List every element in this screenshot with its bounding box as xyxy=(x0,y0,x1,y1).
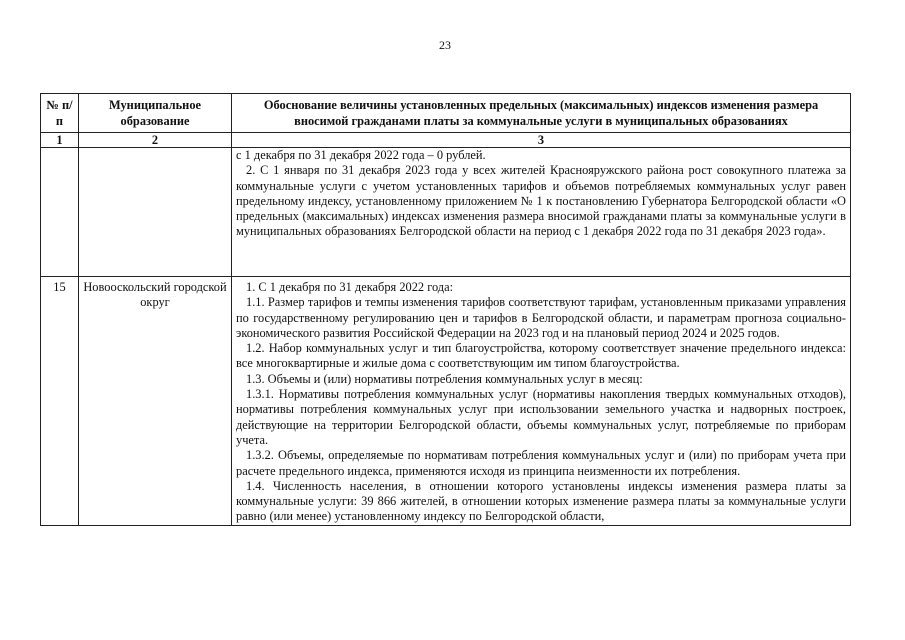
paragraph: с 1 декабря по 31 декабря 2022 года – 0 рублей. xyxy=(236,148,486,162)
paragraph: 1.3.2. Объемы, определяемые по нормативам потребления коммунальных услуг и (или) по приборам учета при расчете предельного индекса, применяются исходя из принципа неизменности их потребления. xyxy=(236,448,846,478)
row-municipality xyxy=(79,148,232,277)
paragraph: 2. С 1 января по 31 декабря 2023 года у всех жителей Краснояружского района рост совокупного платежа за коммунальные услуги с учетом установленных тарифов и объемов потребляемых коммунальных услуг равен предельному индексу, установленному приложением № 1 к постановлению Губернатора Белгородской области «О предельных (максимальных) индексах изменения размера вносимой гражданами платы за коммунальные услуги в муниципальных образованиях Белгородской области на период с 1 декабря 2022 года по 31 декабря 2023 года». xyxy=(236,163,846,239)
table-row xyxy=(41,148,851,277)
column-number: 1 xyxy=(41,133,79,148)
page-number: 23 xyxy=(439,38,451,52)
header-row xyxy=(41,94,851,133)
column-number: 3 xyxy=(232,133,851,148)
header-municipality: Муниципальное образование xyxy=(79,94,232,133)
paragraph: 1.4. Численность населения, в отношении которого установлены индексы изменения размера платы за коммунальные услуги: 39 866 жителей, в отношении которых изменение размера платы за коммунальные услуги равно (или менее) установленному индексу по Белгородской области, xyxy=(236,478,846,524)
paragraph: 1.2. Набор коммунальных услуг и тип благоустройства, которому соответствует значение предельного индекса: все многоквартирные и жилые дома с соответствующим им типом благоустройства. xyxy=(236,341,846,371)
row-municipality: Новооскольский городской округ xyxy=(79,277,232,526)
row-number: 15 xyxy=(41,277,79,526)
row-justification xyxy=(232,277,851,526)
column-number-row xyxy=(41,133,851,148)
header-number: № п/п xyxy=(41,94,79,133)
justification-table xyxy=(40,93,851,526)
paragraph: 1. С 1 декабря по 31 декабря 2022 года: xyxy=(246,280,454,294)
paragraph: 1.3. Объемы и (или) нормативы потребления коммунальных услуг в месяц: xyxy=(246,371,643,386)
header-justification: Обоснование величины установленных предельных (максимальных) индексов изменения размера вносимой гражданами платы за коммунальные услуги в муниципальных образованиях xyxy=(232,94,851,133)
column-number: 2 xyxy=(79,133,232,148)
row-justification xyxy=(232,148,851,277)
paragraph: 1.1. Размер тарифов и темпы изменения тарифов соответствуют тарифам, установленным приказами управления по государственному регулированию цен и тарифов в Белгородской области, и параметрам прогноза социально-экономического развития Российской Федерации на 2023 год и на плановый период 2024 и 2025 годов. xyxy=(236,295,846,340)
table-row xyxy=(41,277,851,526)
paragraph: 1.3.1. Нормативы потребления коммунальных услуг (нормативы накопления твердых коммунальных отходов), нормативы потребления коммунальных услуг при использовании земельного участка и надворных построек, действующие на территории Белгородской области, объемы коммунальных услуг, потребляемые по приборам учета. xyxy=(236,387,846,447)
row-number xyxy=(41,148,79,277)
